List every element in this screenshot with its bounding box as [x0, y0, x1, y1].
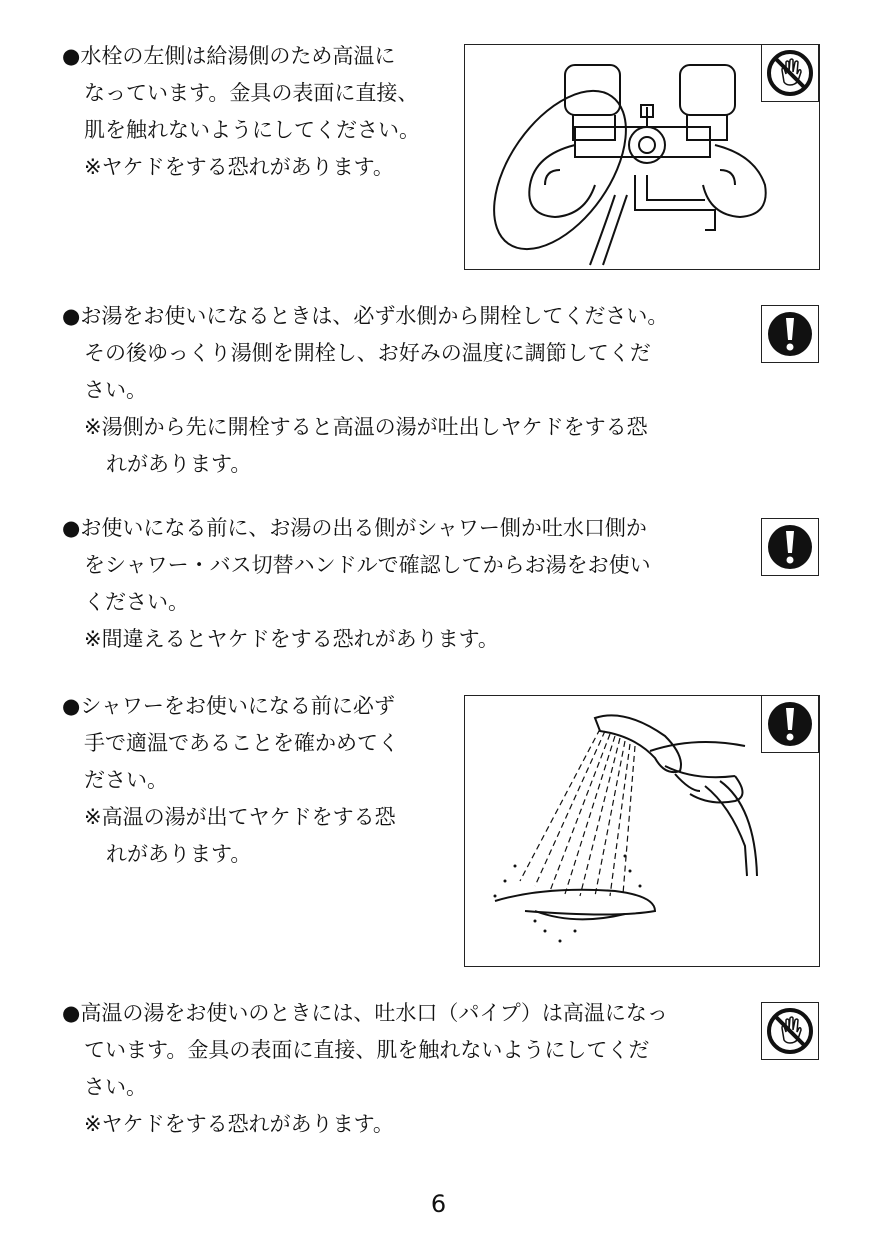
- text-line: ●高温の湯をお使いのときには、吐水口（パイプ）は高温になっ: [62, 1001, 668, 1025]
- mandatory-icon-box: [761, 695, 819, 753]
- text-line: なっています。金具の表面に直接、: [84, 81, 419, 105]
- text-line: 手で適温であることを確かめてく: [84, 731, 399, 755]
- warning-section-5: [62, 995, 742, 1143]
- caution-note-cont: れがあります。: [106, 452, 252, 476]
- warning-text: [62, 995, 742, 1143]
- no-touch-icon: [765, 1006, 815, 1056]
- text-line: さい。: [84, 378, 147, 402]
- warning-text: [62, 510, 742, 658]
- text-line: ●シャワーをお使いになる前に必ず: [62, 694, 395, 718]
- text-line: ●水栓の左側は給湯側のため高温に: [62, 44, 396, 68]
- caution-note: ※高温の湯が出てヤケドをする恐: [84, 805, 396, 829]
- no-touch-icon: [765, 48, 815, 98]
- warning-section-2: [62, 298, 742, 483]
- mandatory-icon: [765, 309, 815, 359]
- text-line: ています。金具の表面に直接、肌を触れないようにしてくだ: [84, 1038, 650, 1062]
- mandatory-icon-box: [761, 518, 819, 576]
- warning-section-4: [62, 688, 452, 873]
- caution-note: ※ヤケドをする恐れがあります。: [84, 155, 394, 179]
- mandatory-icon: [765, 522, 815, 572]
- caution-note: ※間違えるとヤケドをする恐れがあります。: [84, 627, 499, 651]
- warning-text: [62, 298, 742, 483]
- warning-text: [62, 688, 452, 873]
- text-line: ●お湯をお使いになるときは、必ず水側から開栓してください。: [62, 304, 669, 328]
- warning-section-1: [62, 38, 452, 186]
- mandatory-icon-box: [761, 305, 819, 363]
- mandatory-icon: [765, 699, 815, 749]
- caution-note: ※ヤケドをする恐れがあります。: [84, 1112, 394, 1136]
- page-number: 6: [430, 1190, 447, 1218]
- prohibition-icon-box: [761, 44, 819, 102]
- text-line: をシャワー・バス切替ハンドルで確認してからお湯をお使い: [84, 553, 651, 577]
- warning-section-3: [62, 510, 742, 658]
- prohibition-icon-box: [761, 1002, 819, 1060]
- text-line: 肌を触れないようにしてください。: [84, 118, 420, 142]
- caution-note: ※湯側から先に開栓すると高温の湯が吐出しヤケドをする恐: [84, 415, 648, 439]
- warning-text: [62, 38, 452, 186]
- text-line: その後ゆっくり湯側を開栓し、お好みの温度に調節してくだ: [84, 341, 651, 365]
- caution-note-cont: れがあります。: [106, 842, 252, 866]
- text-line: ●お使いになる前に、お湯の出る側がシャワー側か吐水口側か: [62, 516, 647, 540]
- text-line: ださい。: [84, 768, 168, 792]
- text-line: ください。: [84, 590, 189, 614]
- text-line: さい。: [84, 1075, 147, 1099]
